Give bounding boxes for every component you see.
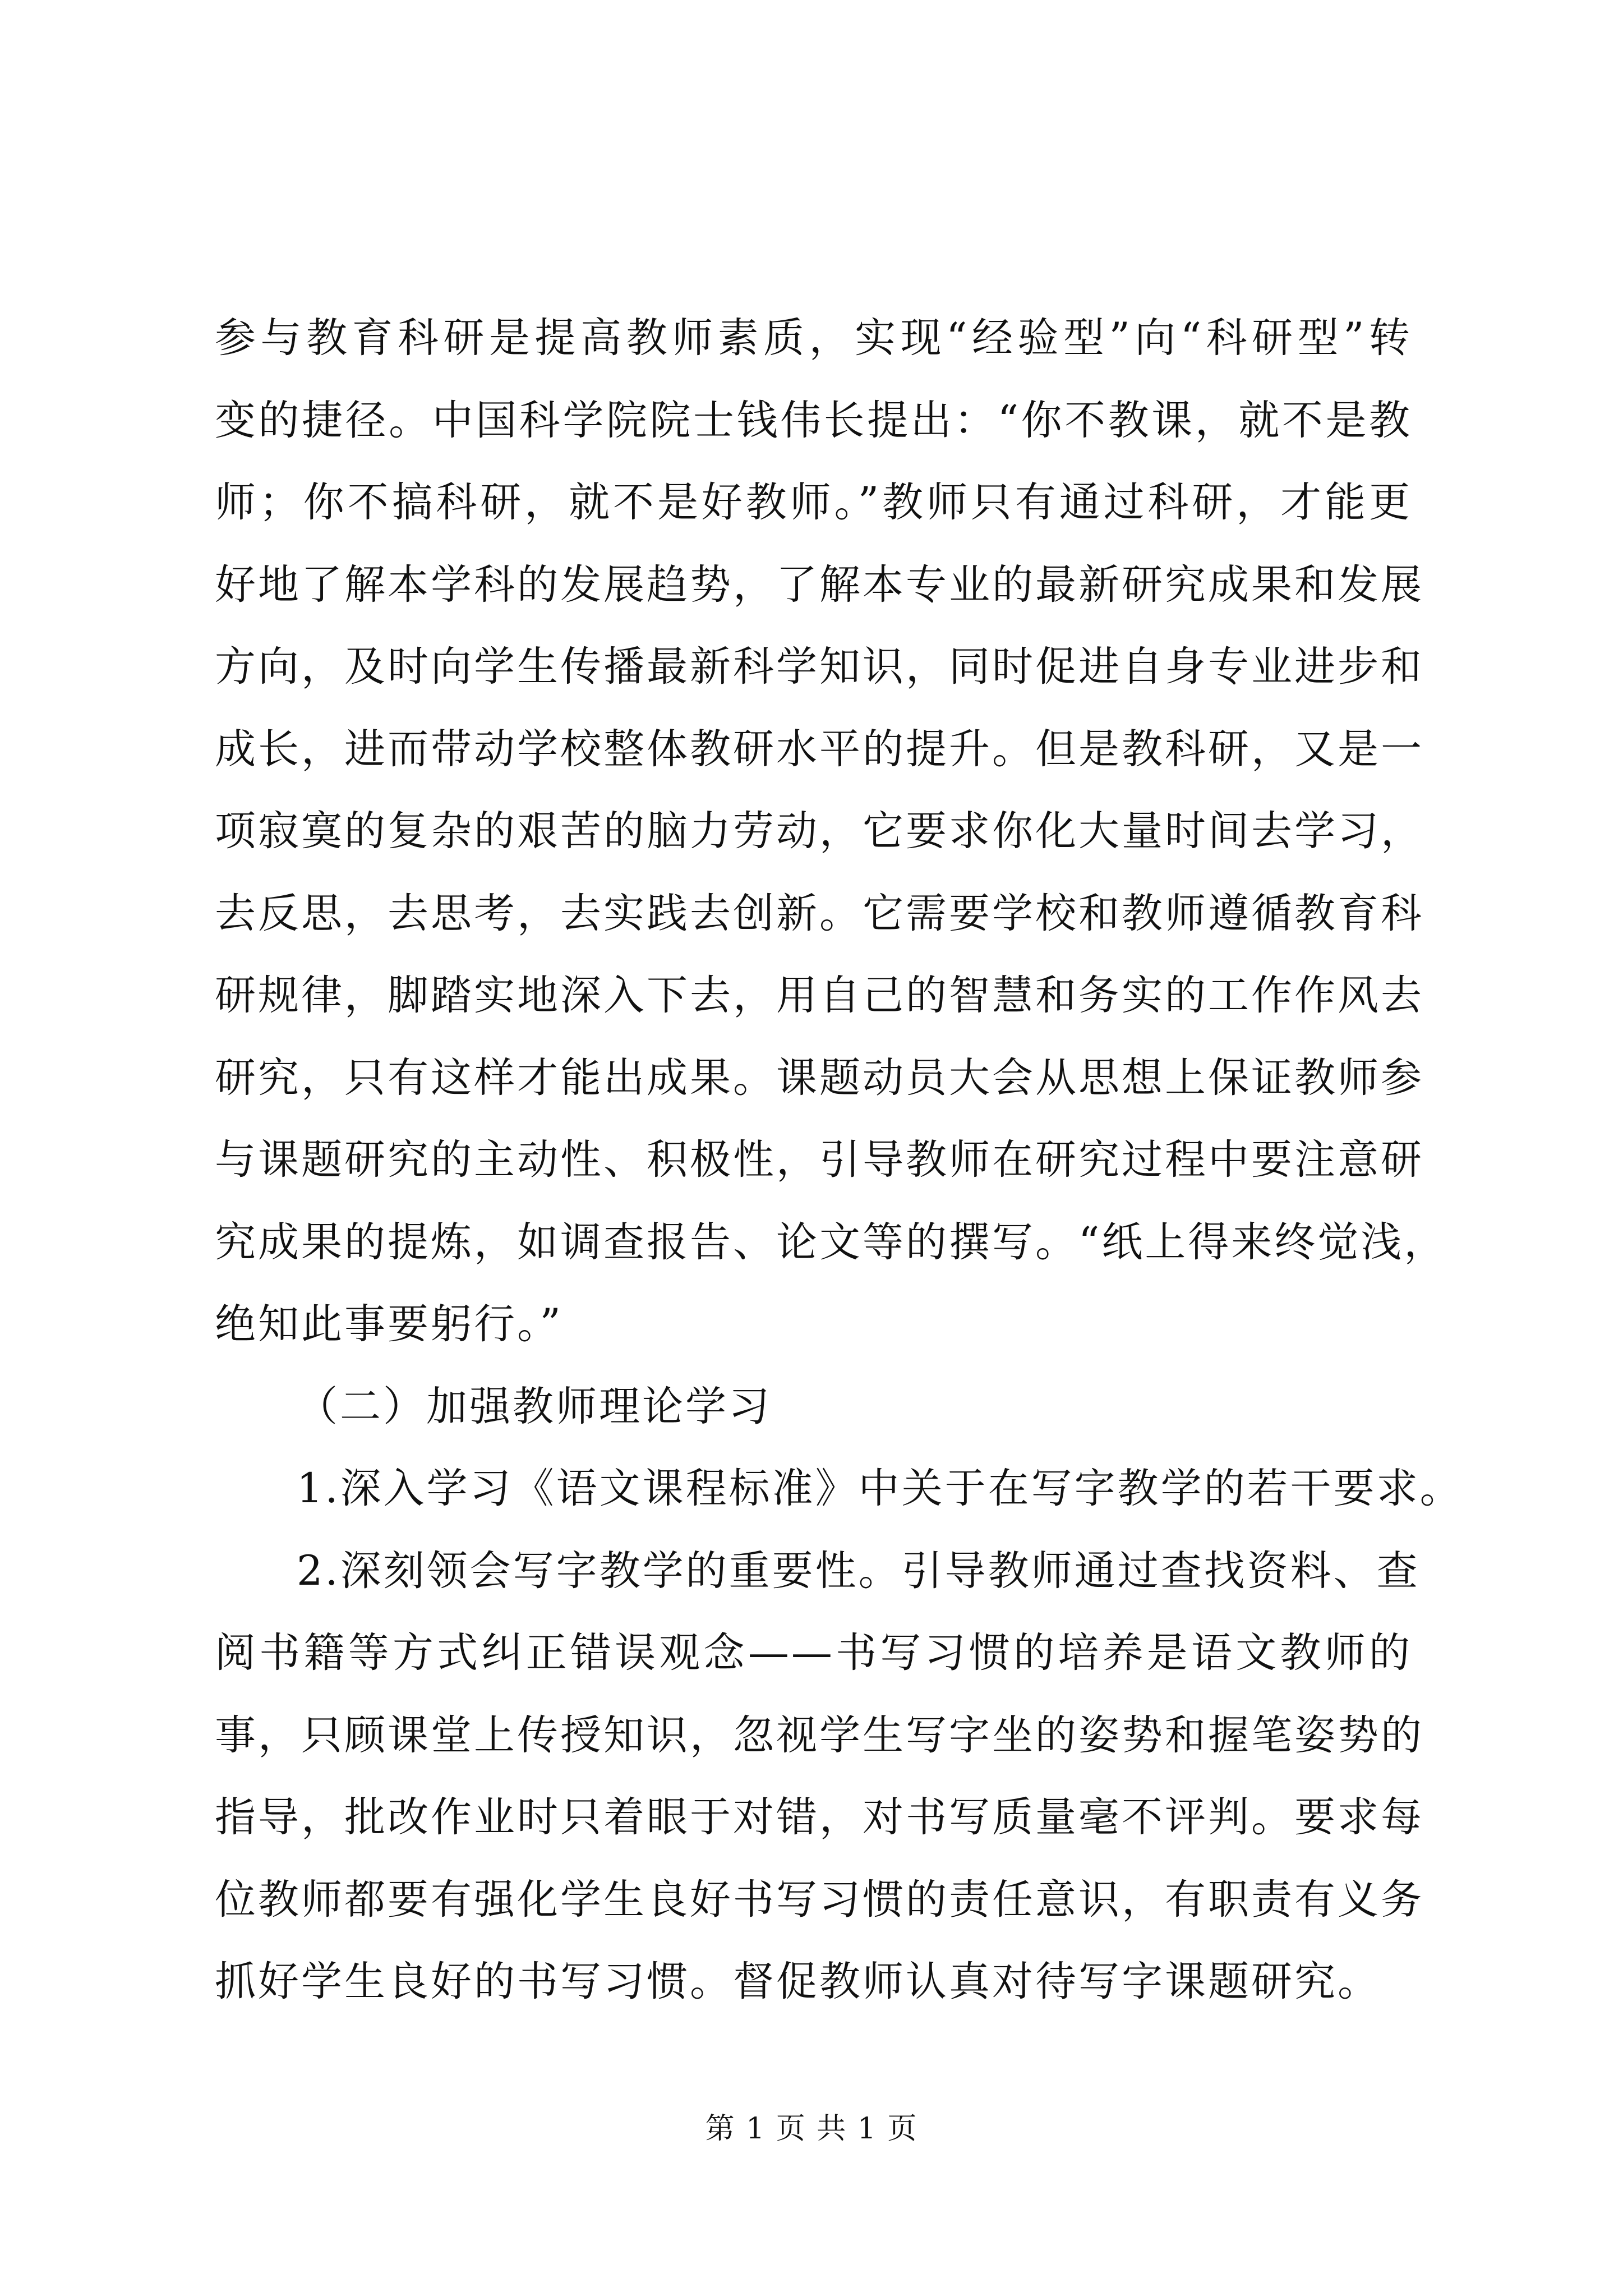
text-line: 抓好学生良好的书写习惯。督促教师认真对待写字课题研究。 xyxy=(215,1958,1381,2005)
text-line: 项寂寞的复杂的艰苦的脑力劳动，它要求你化大量时间去学习， xyxy=(215,807,1424,855)
text-line: 事，只顾课堂上传授知识，忽视学生写字坐的姿势和握笔姿势的 xyxy=(215,1711,1424,1759)
text-line: 研规律，脚踏实地深入下去，用自己的智慧和务实的工作作风去 xyxy=(215,972,1424,1019)
text-line: 位教师都要有强化学生良好书写习惯的责任意识，有职责有义务 xyxy=(215,1875,1424,1924)
text-line: 师；你不搞科研，就不是好教师。”教师只有通过科研，才能更 xyxy=(215,478,1412,526)
document-body xyxy=(215,297,1463,2023)
text-line: 绝知此事要躬行。” xyxy=(215,1300,563,1348)
text-line: 参与教育科研是提高教师素质，实现“经验型”向“科研型”转 xyxy=(215,314,1412,362)
text-line: 成长，进而带动学校整体教研水平的提升。但是教科研，又是一 xyxy=(215,725,1424,773)
text-line: 变的捷径。中国科学院院士钱伟长提出：“你不教课，就不是教 xyxy=(215,396,1412,444)
list-item: 2.深刻领会写字教学的重要性。引导教师通过查找资料、查 xyxy=(297,1547,1420,1595)
text-line: 阅书籍等方式纠正错误观念——书写习惯的培养是语文教师的 xyxy=(215,1629,1412,1677)
text-line: 指导，批改作业时只着眼于对错，对书写质量毫不评判。要求每 xyxy=(215,1793,1424,1841)
text-line: 究成果的提炼，如调查报告、论文等的撰写。“纸上得来终觉浅， xyxy=(215,1218,1447,1266)
text-line: 研究，只有这样才能出成果。课题动员大会从思想上保证教师参 xyxy=(215,1053,1424,1102)
text-line: 方向，及时向学生传播最新科学知识，同时促进自身专业进步和 xyxy=(215,643,1424,691)
text-line: 好地了解本学科的发展趋势，了解本专业的最新研究成果和发展 xyxy=(215,560,1424,609)
list-item: 1.深入学习《语文课程标准》中关于在写字教学的若干要求。 xyxy=(297,1465,1463,1512)
text-line: 去反思，去思考，去实践去创新。它需要学校和教师遵循教育科 xyxy=(215,889,1424,937)
text-line: 与课题研究的主动性、积极性，引导教师在研究过程中要注意研 xyxy=(215,1136,1424,1184)
section-heading: （二）加强教师理论学习 xyxy=(297,1382,772,1430)
page-footer: 第 1 页 共 1 页 xyxy=(705,2112,918,2146)
